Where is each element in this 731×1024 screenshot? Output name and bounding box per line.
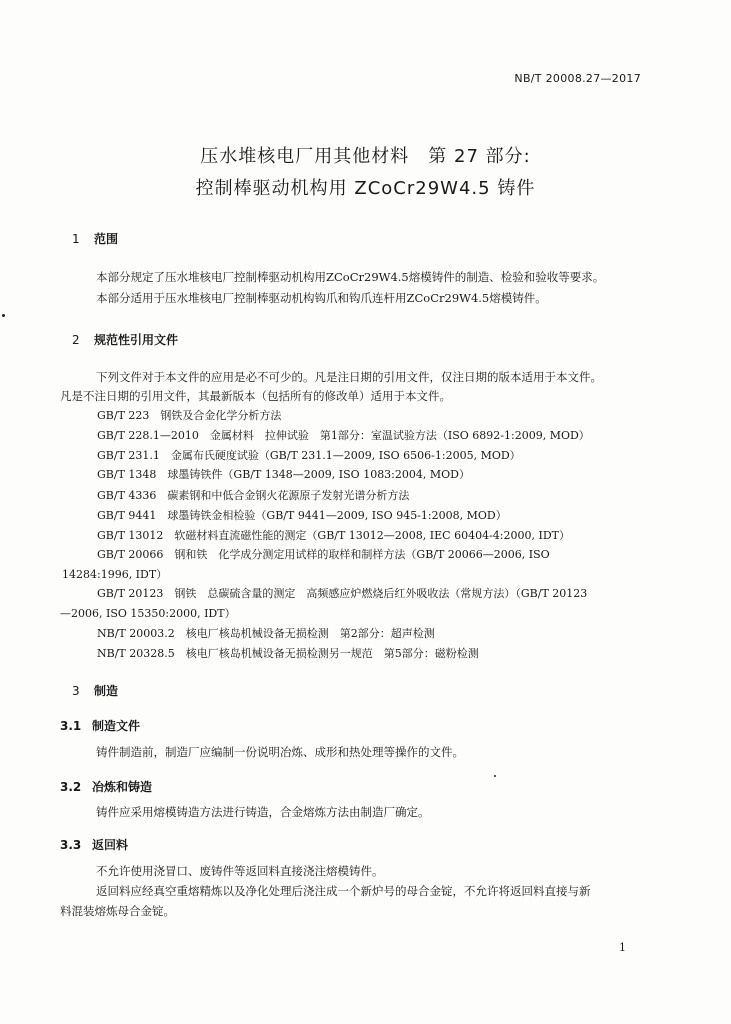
page-number: 1	[619, 941, 626, 954]
paragraph: 铸件制造前，制造厂应编制一份说明冶炼、成形和热处理等操作的文件。	[96, 745, 464, 759]
section-number: 2	[72, 333, 80, 347]
reference-item: GB/T 223 钢铁及合金化学分析方法	[97, 409, 282, 422]
reference-item: GB/T 4336 碳素钢和中低合金钢火花源原子发射光谱分析方法	[97, 489, 410, 502]
reference-item: NB/T 20003.2 核电厂核岛机械设备无损检测 第2部分：超声检测	[97, 627, 435, 640]
section-number: 3.1	[60, 719, 82, 733]
section-number: 3	[72, 684, 80, 698]
section-3-1-heading	[60, 717, 140, 734]
section-number: 3.3	[60, 838, 82, 852]
section-title: 制造	[94, 684, 119, 698]
scan-speck	[2, 314, 5, 317]
title-line-1: 压水堆核电厂用其他材料 第 27 部分:	[200, 146, 531, 167]
reference-item: GB/T 228.1—2010 金属材料 拉伸试验 第1部分：室温试验方法（ISO 6892-1:2009, MOD）	[97, 429, 590, 442]
reference-item: NB/T 20328.5 核电厂核岛机械设备无损检测另一规范 第5部分：磁粉检测	[97, 647, 479, 660]
reference-item: GB/T 20066 钢和铁 化学成分测定用试样的取样和制样方法（GB/T 20066—2006, ISO	[97, 548, 550, 561]
title-line-2: 控制棒驱动机构用 ZCoCr29W4.5 铸件	[195, 178, 536, 199]
scan-speck	[494, 775, 496, 777]
paragraph: 不允许使用浇冒口、废铸件等返回料直接浇注熔模铸件。	[96, 864, 384, 878]
section-number: 1	[72, 232, 80, 246]
section-3-3-heading	[60, 836, 128, 853]
reference-item: GB/T 13012 软磁材料直流磁性能的测定（GB/T 13012—2008, IEC 60404-4:2000, IDT）	[97, 529, 570, 542]
paragraph: 凡是不注日期的引用文件，其最新版本（包括所有的修改单）适用于本文件。	[60, 389, 451, 403]
paragraph: 返回料应经真空重熔精炼以及净化处理后浇注成一个新炉号的母合金锭，不允许将返回料直接与新	[96, 884, 591, 898]
reference-item-continued: —2006, ISO 15350:2000, IDT）	[60, 607, 236, 620]
reference-item: GB/T 231.1 金属布氏硬度试验（GB/T 231.1—2009, ISO 6506-1:2005, MOD）	[97, 449, 521, 462]
document-code: NB/T 20008.27—2017	[514, 72, 641, 85]
paragraph-continued: 料混装熔炼母合金锭。	[60, 904, 175, 918]
section-title: 返回料	[92, 838, 129, 852]
reference-item-continued: 14284:1996, IDT）	[62, 568, 168, 581]
paragraph: 下列文件对于本文件的应用是必不可少的。凡是注日期的引用文件，仅注日期的版本适用于本文件。	[96, 370, 602, 384]
paragraph: 本部分适用于压水堆核电厂控制棒驱动机构钩爪和钩爪连杆用ZCoCr29W4.5熔模铸件。	[96, 291, 547, 305]
paragraph: 铸件应采用熔模铸造方法进行铸造，合金熔炼方法由制造厂确定。	[96, 805, 430, 819]
section-3-2-heading	[60, 778, 152, 795]
reference-item: GB/T 9441 球墨铸铁金相检验（GB/T 9441—2009, ISO 945-1:2008, MOD）	[97, 509, 507, 522]
section-3-heading	[72, 682, 118, 699]
reference-item: GB/T 20123 钢铁 总碳硫含量的测定 高频感应炉燃烧后红外吸收法（常规方法）（GB/T 20123	[97, 587, 588, 600]
section-2-heading	[72, 331, 178, 348]
section-title: 制造文件	[92, 719, 141, 733]
paragraph: 本部分规定了压水堆核电厂控制棒驱动机构用ZCoCr29W4.5熔模铸件的制造、检验和验收等要求。	[96, 270, 605, 284]
section-title: 范围	[94, 232, 119, 246]
section-number: 3.2	[60, 780, 82, 794]
section-title: 冶炼和铸造	[92, 780, 153, 794]
section-title: 规范性引用文件	[94, 333, 179, 347]
section-1-heading	[72, 230, 118, 247]
reference-item: GB/T 1348 球墨铸铁件（GB/T 1348—2009, ISO 1083:2004, MOD）	[97, 468, 470, 481]
